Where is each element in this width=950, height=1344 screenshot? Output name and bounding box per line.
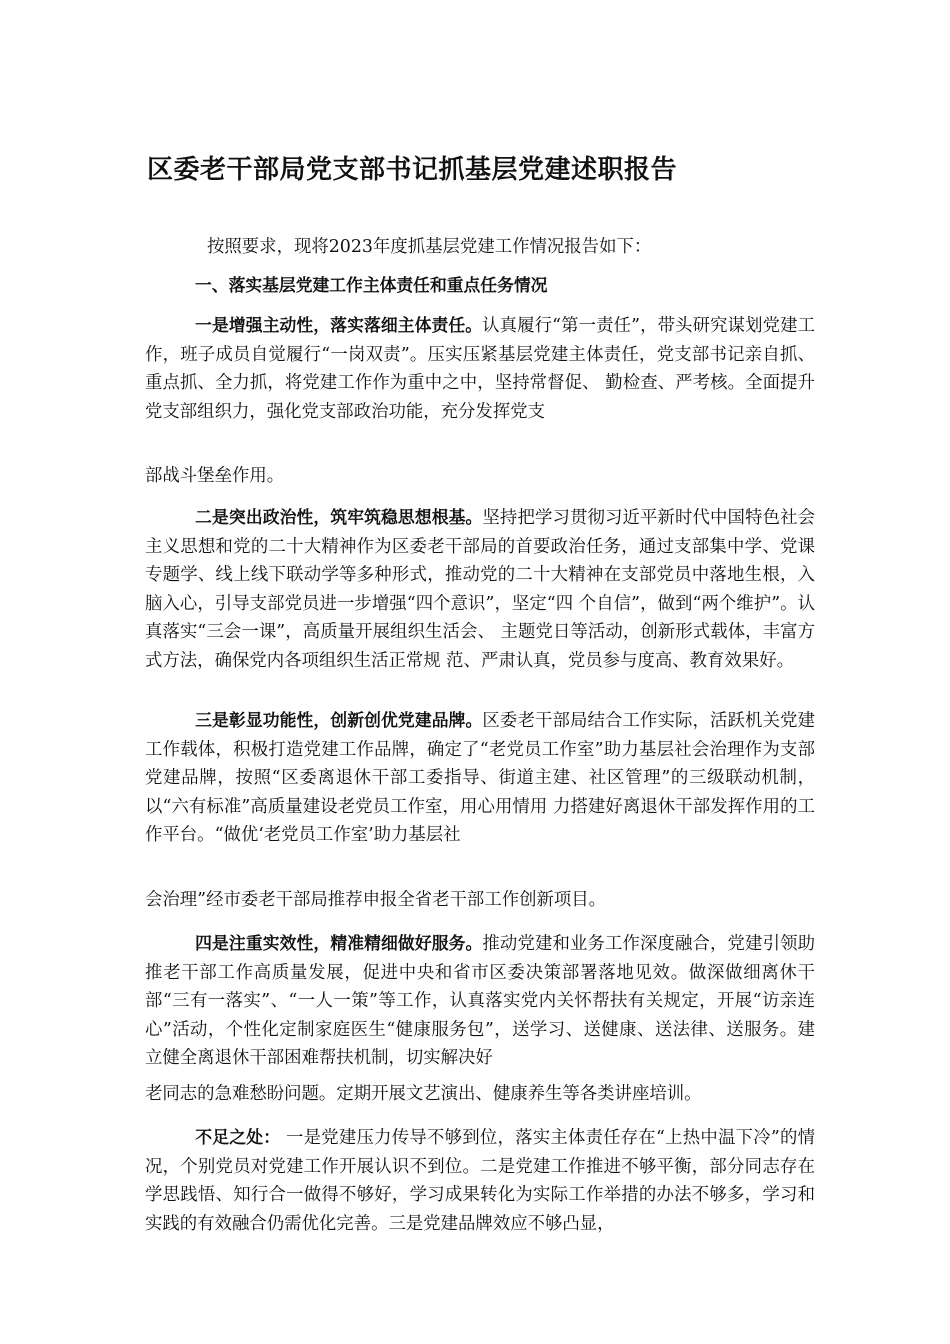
paragraph-3-body: 区委老干部局结合工作实际，活跃机关党建工作载体，积极打造党建工作品牌，确定了“老党员工作室”助力基层社会治理作为支部党建品牌，按照“区委离退休干部工委指导、街道主建、社区管理”的三级联动机制，以“六有标准”高质量建设老党员工作室，用心用情用 力搭建好离退休干部发挥作用的工作平台。“做优‘老党员工作室’助力基层社 [145,711,815,845]
document-title: 区委老干部局党支部书记抓基层党建述职报告 [147,155,678,185]
paragraph-4-tail: 老同志的急难愁盼问题。定期开展文艺演出、健康养生等各类讲座培训。 [145,1084,702,1104]
paragraph-5 [145,1123,815,1238]
paragraph-4 [145,929,815,1073]
paragraph-2 [145,503,815,675]
paragraph-1-body: 认真履行“第一责任”，带头研究谋划党建工作，班子成员自觉履行“一岗双责”。压实压紧基层党建主体责任，党支部书记亲自抓、重点抓、全力抓，将党建工作作为重中之中，坚持常督促、 勤检查、严考核。全面提升党支部组织力，强化党支部政治功能，充分发挥党支 [145,316,815,422]
section-heading-text: 一、落实基层党建工作主体责任和重点任务情况 [195,275,548,295]
paragraph-2-lead: 二是突出政治性，筑牢筑稳思想根基。 [195,507,483,527]
paragraph-3-lead: 三是彰显功能性，创新创优党建品牌。 [195,710,483,730]
paragraph-1-lead: 一是增强主动性，落实落细主体责任。 [195,315,483,335]
paragraph-3 [145,706,815,850]
paragraph-2-body: 坚持把学习贯彻习近平新时代中国特色社会主义思想和党的二十大精神作为区委老干部局的首要政治任务，通过支部集中学、党课专题学、线上线下联动学等多种形式，推动党的二十大精神在支部党员中落地生根，入脑入心，引导支部党员进一步增强“四个意识”，坚定“四 个自信”，做到“两个维护”。认真落实“三会一课”，高质量开展组织生活会、 主题党日等活动，创新形式载体，丰富方式方法，确保党内各项组织生活正常规 范、严肃认真，党员参与度高、教育效果好。 [145,508,815,671]
intro-paragraph [145,233,815,262]
section-heading-1 [145,271,815,301]
intro-text: 按照要求，现将2023年度抓基层党建工作情况报告如下： [207,237,652,257]
paragraph-1 [145,311,815,426]
paragraph-1-tail: 部战斗堡垒作用。 [145,466,285,486]
paragraph-5-body: 一是党建压力传导不够到位，落实主体责任存在“上热中温下冷”的情况，个别党员对党建工作开展认识不到位。二是党建工作推进不够平衡，部分同志存在学思践悟、知行合一做得不够好，学习成果转化为实际工作举措的办法不够多，学习和实践的有效融合仍需优化完善。三是党建品牌效应不够凸显， [145,1128,815,1234]
paragraph-4-lead: 四是注重实效性，精准精细做好服务。 [195,933,483,953]
paragraph-5-lead: 不足之处： [195,1127,281,1147]
paragraph-3-tail: 会治理”经市委老干部局推荐申报全省老干部工作创新项目。 [145,890,607,910]
paragraph-4-body: 推动党建和业务工作深度融合，党建引领助推老干部工作高质量发展，促进中央和省市区委决策部署落地见效。做深做细离休干部“三有一落实”、“一人一策”等工作，认真落实党内关怀帮扶有关规定，开展“访亲连心”活动，个性化定制家庭医生“健康服务包”，送学习、送健康、送法律、送服务。建立健全离退休干部困难帮扶机制，切实解决好 [145,934,815,1068]
